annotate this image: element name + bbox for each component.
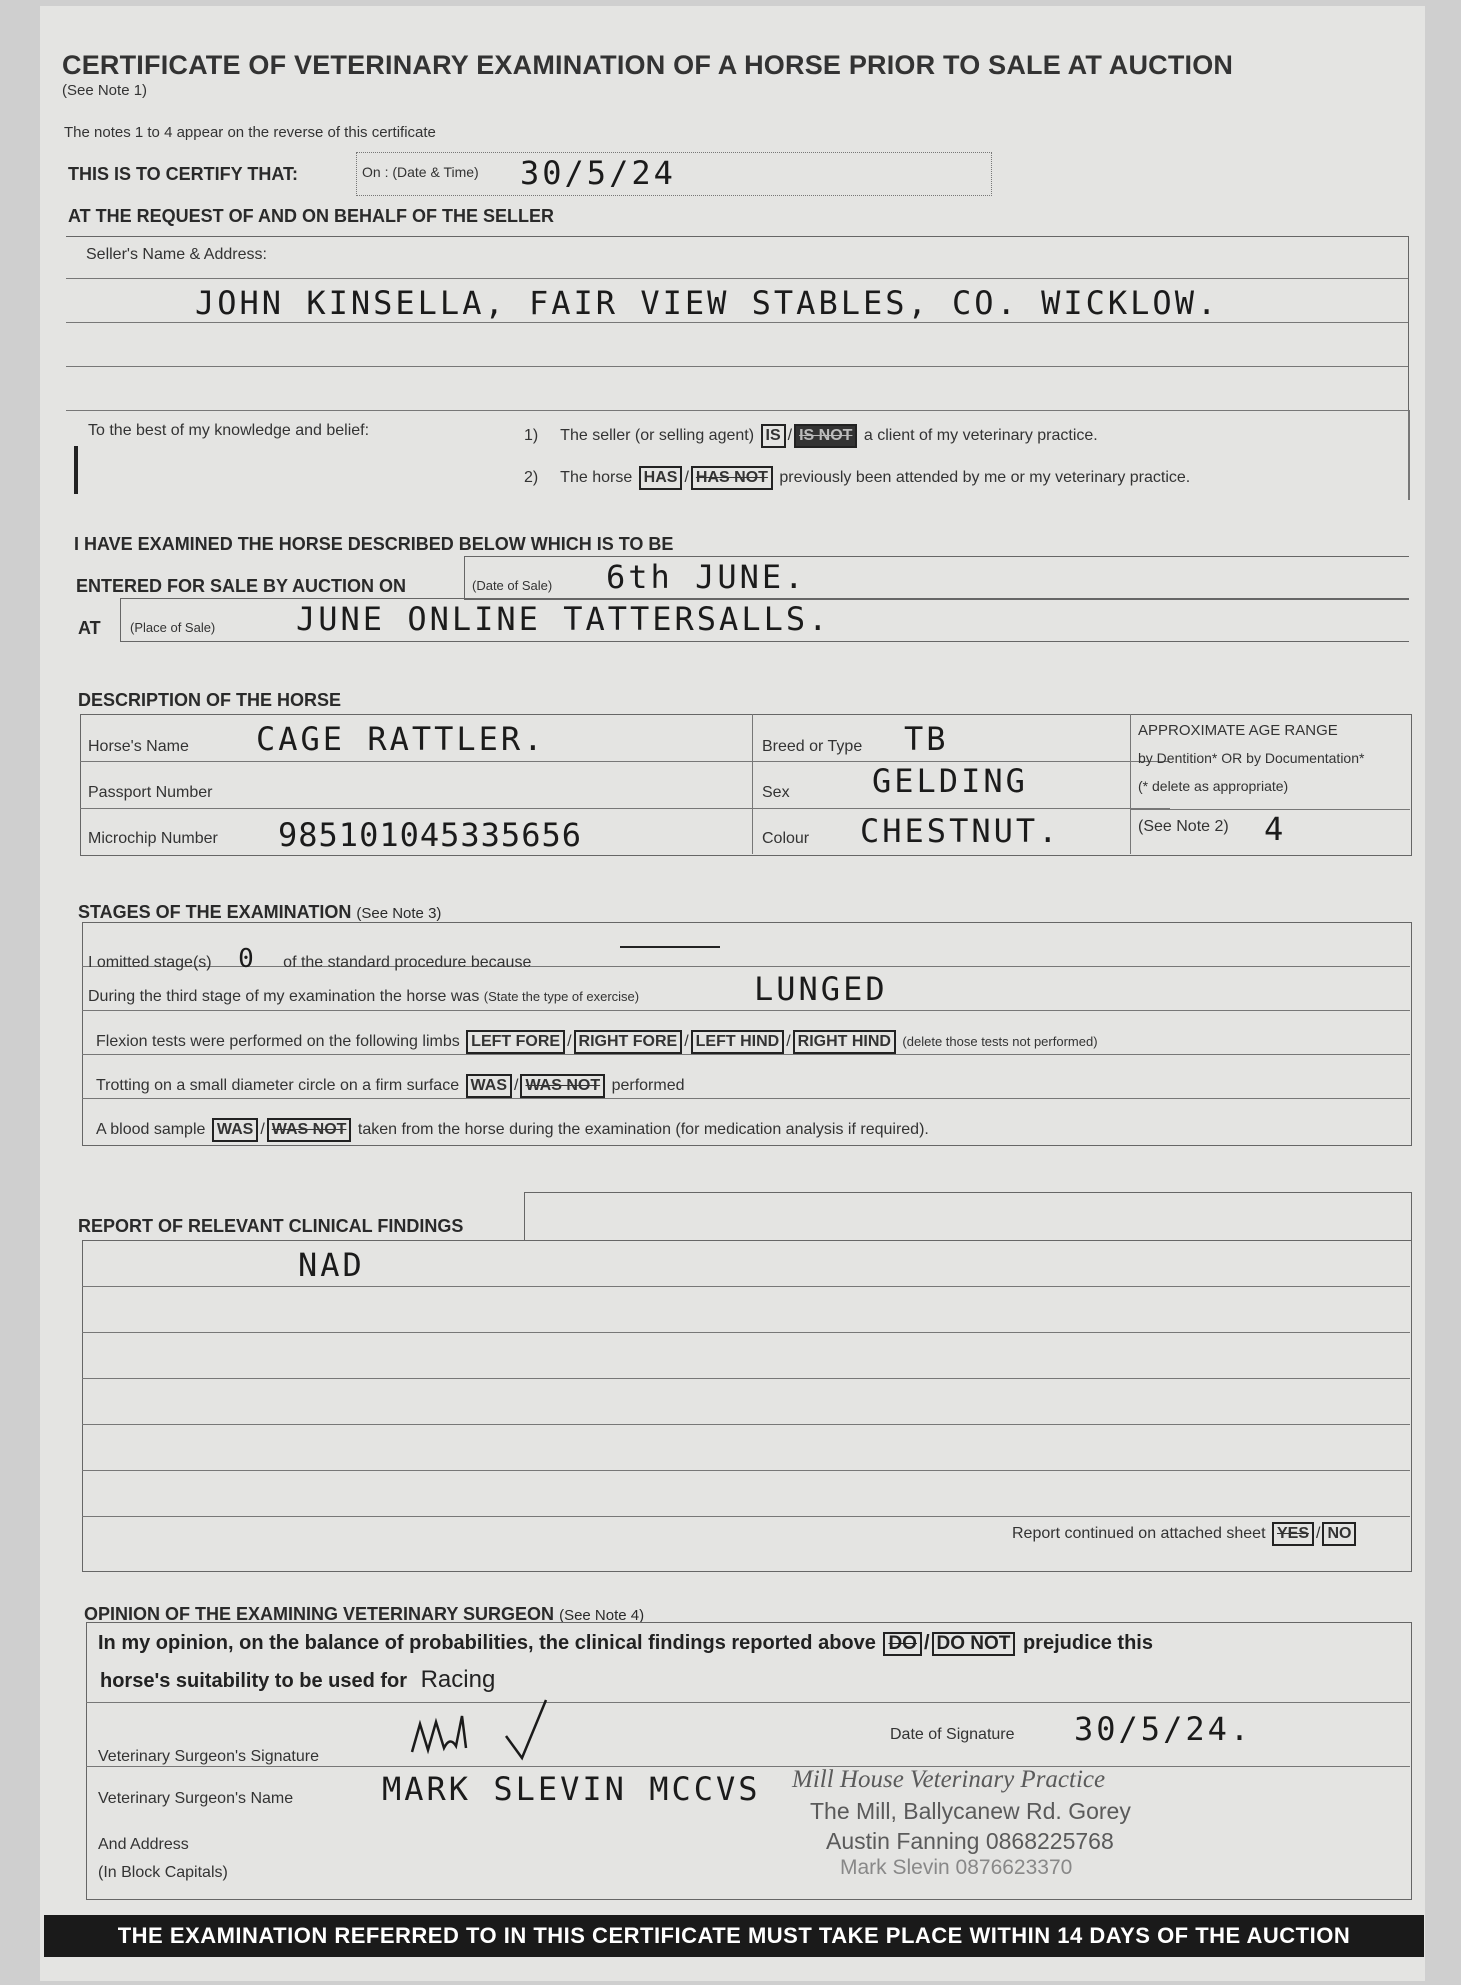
footer-banner: THE EXAMINATION REFERRED TO IN THIS CERTIFICATE MUST TAKE PLACE WITHIN 14 DAYS OF THE AUCTION [44, 1915, 1424, 1957]
report-continued-no-option[interactable]: NO [1322, 1522, 1356, 1546]
limb-left-hind-option[interactable]: LEFT HIND [691, 1030, 785, 1054]
attended-statement: 2) The horse HAS / HAS NOT previously been attended by me or my veterinary practice. [524, 466, 1190, 490]
practice-stamp-phone-1: Austin Fanning 0868225768 [826, 1828, 1114, 1854]
microchip-value: 985101045335656 [278, 816, 582, 854]
date-time-value: 30/5/24 [520, 154, 676, 192]
passport-label: Passport Number [88, 784, 213, 801]
colour-label: Colour [762, 830, 810, 847]
at-label: AT [78, 618, 101, 638]
report-continued-yes-option[interactable]: YES [1272, 1522, 1314, 1546]
age-range-heading: APPROXIMATE AGE RANGE [1138, 722, 1338, 739]
place-of-sale-value: JUNE ONLINE TATTERSALLS. [296, 600, 831, 638]
notes-line: The notes 1 to 4 appear on the reverse of this certificate [64, 124, 436, 141]
limb-left-fore-option[interactable]: LEFT FORE [466, 1030, 565, 1054]
description-heading: DESCRIPTION OF THE HORSE [78, 690, 342, 710]
see-note-1: (See Note 1) [62, 82, 148, 99]
trotting-row: Trotting on a small diameter circle on a firm surface WAS / WAS NOT performed [96, 1074, 685, 1098]
client-is-not-option[interactable]: IS NOT [794, 424, 857, 448]
horse-name-label: Horse's Name [88, 738, 189, 755]
date-of-signature-value: 30/5/24. [1074, 1710, 1253, 1748]
attended-has-option[interactable]: HAS [639, 466, 683, 490]
practice-stamp-name: Mill House Veterinary Practice [792, 1766, 1106, 1793]
entered-label: ENTERED FOR SALE BY AUCTION ON [76, 576, 407, 596]
third-stage-row: During the third stage of my examination the horse was (State the type of exercise) [88, 988, 640, 1005]
examined-label: I HAVE EXAMINED THE HORSE DESCRIBED BELOW WHICH IS TO BE [74, 534, 674, 554]
knowledge-label: To the best of my knowledge and belief: [88, 422, 370, 439]
opinion-statement: In my opinion, on the balance of probabilities, the clinical findings reported above DO / DO NOT prejudice this [98, 1632, 1153, 1654]
age-range-method: by Dentition* OR by Documentation* [1138, 750, 1365, 766]
microchip-label: Microchip Number [88, 830, 218, 847]
age-range-delete-note: (* delete as appropriate) [1138, 778, 1289, 794]
date-of-sale-value: 6th JUNE. [606, 558, 807, 596]
trotting-was-not-option[interactable]: WAS NOT [520, 1074, 605, 1098]
vet-name-value: MARK SLEVIN MCCVS [382, 1770, 761, 1808]
stages-heading: STAGES OF THE EXAMINATION (See Note 3) [78, 902, 442, 922]
date-time-label: On : (Date & Time) [362, 164, 479, 180]
seller-value: JOHN KINSELLA, FAIR VIEW STABLES, CO. WICKLOW. [195, 284, 1220, 322]
certificate-title: CERTIFICATE OF VETERINARY EXAMINATION OF A HORSE PRIOR TO SALE AT AUCTION [62, 50, 1234, 80]
opinion-heading: OPINION OF THE EXAMINING VETERINARY SURGEON (See Note 4) [84, 1604, 645, 1624]
flexion-row: Flexion tests were performed on the following limbs LEFT FORE / RIGHT FORE / LEFT HIND / RIGHT HIND (delete those tests not performed) [96, 1030, 1098, 1054]
blood-was-not-option[interactable]: WAS NOT [267, 1118, 352, 1142]
vet-signature [406, 1696, 586, 1766]
block-capitals-label: (In Block Capitals) [98, 1864, 228, 1881]
opinion-suitability: horse's suitability to be used for Racing [100, 1666, 496, 1693]
blood-was-option[interactable]: WAS [212, 1118, 258, 1142]
date-of-signature-label: Date of Signature [890, 1726, 1015, 1743]
report-continued-row: Report continued on attached sheet YES / NO [1012, 1522, 1358, 1546]
breed-value: TB [904, 720, 949, 758]
certify-label: THIS IS TO CERTIFY THAT: [68, 164, 299, 184]
vet-name-label: Veterinary Surgeon's Name [98, 1790, 294, 1807]
request-label: AT THE REQUEST OF AND ON BEHALF OF THE SELLER [68, 206, 554, 226]
report-value: NAD [298, 1246, 365, 1284]
signature-label: Veterinary Surgeon's Signature [98, 1748, 319, 1765]
blood-sample-row: A blood sample WAS / WAS NOT taken from the horse during the examination (for medication analysis if required). [96, 1118, 929, 1142]
date-of-sale-label: (Date of Sale) [472, 578, 553, 593]
practice-stamp-address: The Mill, Ballycanew Rd. Gorey [810, 1798, 1131, 1824]
seller-label: Seller's Name & Address: [86, 246, 267, 263]
limb-right-hind-option[interactable]: RIGHT HIND [793, 1030, 896, 1054]
age-see-note-2: (See Note 2) [1138, 818, 1229, 835]
limb-right-fore-option[interactable]: RIGHT FORE [574, 1030, 683, 1054]
trotting-was-option[interactable]: WAS [466, 1074, 512, 1098]
attended-has-not-option[interactable]: HAS NOT [691, 466, 773, 490]
report-heading: REPORT OF RELEVANT CLINICAL FINDINGS [78, 1216, 464, 1236]
breed-label: Breed or Type [762, 738, 863, 755]
practice-stamp-phone-2: Mark Slevin 0876623370 [840, 1856, 1073, 1879]
colour-value: CHESTNUT. [860, 812, 1061, 850]
client-is-option[interactable]: IS [761, 424, 786, 448]
vet-address-label: And Address [98, 1836, 189, 1853]
omitted-stages-value: 0 [238, 944, 257, 974]
opinion-use-value: Racing [420, 1666, 496, 1693]
certificate-sheet [40, 6, 1425, 1981]
age-value: 4 [1264, 810, 1287, 848]
opinion-do-not-option[interactable]: DO NOT [932, 1632, 1016, 1656]
third-stage-value: LUNGED [754, 970, 888, 1008]
horse-name-value: CAGE RATTLER. [256, 720, 546, 758]
place-of-sale-label: (Place of Sale) [130, 620, 216, 635]
sex-value: GELDING [872, 762, 1028, 800]
omitted-stages-row: I omitted stage(s) 0 of the standard procedure because [88, 944, 532, 974]
opinion-do-option[interactable]: DO [883, 1632, 922, 1656]
client-statement: 1) The seller (or selling agent) IS / IS NOT a client of my veterinary practice. [524, 424, 1098, 448]
sex-label: Sex [762, 784, 790, 801]
